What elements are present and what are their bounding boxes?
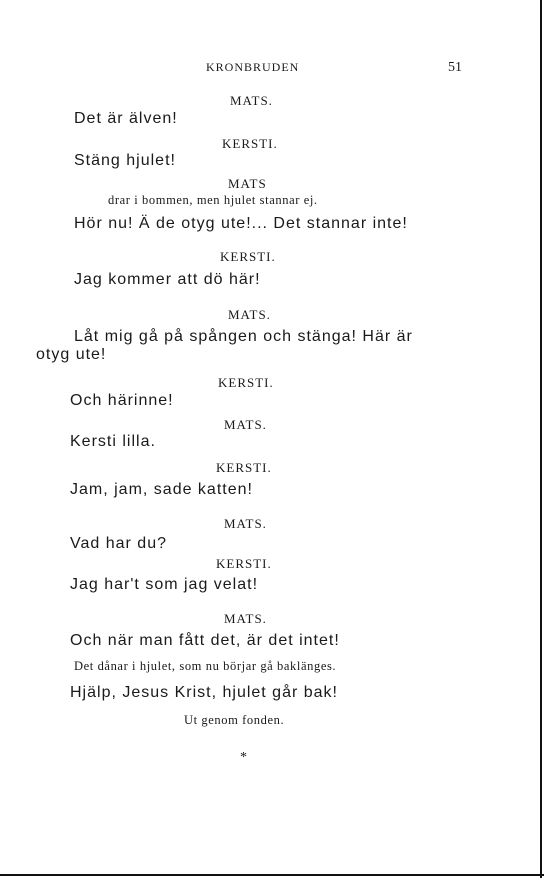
speaker-name: KERSTI. (216, 460, 272, 475)
dialogue-line: Jag kommer att dö här! (74, 271, 261, 288)
running-header-title: KRONBRUDEN (206, 60, 300, 74)
dialogue-line: Jag har't som jag velat! (70, 576, 259, 593)
speaker-name: MATS. (224, 417, 267, 432)
stage-direction: drar i bommen, men hjulet stannar ej. (108, 193, 318, 207)
stage-direction: Ut genom fonden. (184, 713, 285, 727)
speaker-name: MATS (228, 176, 267, 191)
speaker-name: MATS. (230, 93, 273, 108)
speaker-name: MATS. (224, 516, 267, 531)
dialogue-line: Låt mig gå på spången och stänga! Här är (74, 328, 413, 345)
page-bottom-edge (0, 874, 544, 876)
dialogue-line: Och när man fått det, är det intet! (70, 632, 340, 649)
speaker-name: KERSTI. (220, 249, 276, 264)
speaker-name: KERSTI. (222, 136, 278, 151)
dialogue-line: Jam, jam, sade katten! (70, 481, 253, 498)
speaker-name: MATS. (228, 307, 271, 322)
speaker-name: KERSTI. (218, 375, 274, 390)
page-right-edge (540, 0, 542, 878)
speaker-name: MATS. (224, 611, 267, 626)
dialogue-line: Hjälp, Jesus Krist, hjulet går bak! (70, 684, 338, 701)
page-number: 51 (448, 60, 462, 75)
dialogue-line: Kersti lilla. (70, 433, 156, 450)
dialogue-line: Stäng hjulet! (74, 152, 176, 169)
stage-direction: Det dånar i hjulet, som nu börjar gå baklänges. (74, 659, 337, 673)
dialogue-line: Vad har du? (70, 535, 167, 552)
speaker-name: KERSTI. (216, 556, 272, 571)
end-asterisk: * (240, 750, 247, 765)
dialogue-line: Det är älven! (74, 110, 178, 127)
dialogue-line: Och härinne! (70, 392, 174, 409)
dialogue-line: otyg ute! (36, 346, 107, 363)
dialogue-line: Hör nu! Ä de otyg ute!... Det stannar inte! (74, 215, 408, 232)
